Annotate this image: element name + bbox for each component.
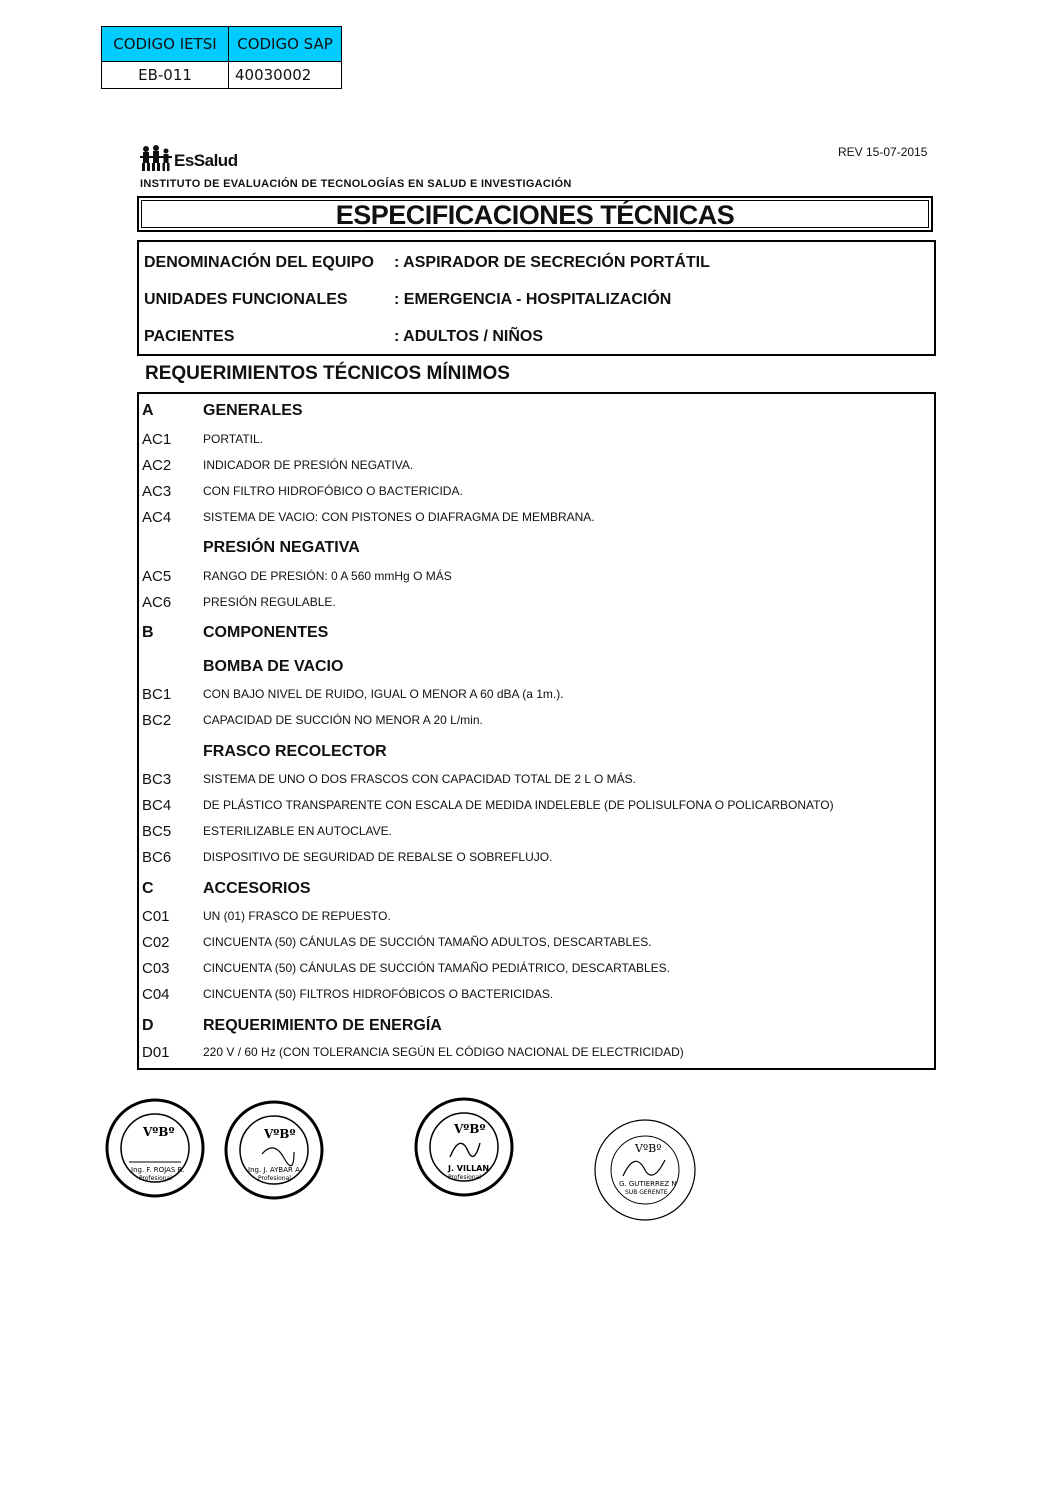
requirement-text: FRASCO RECOLECTOR [203, 743, 387, 760]
requirement-code: BC6 [142, 849, 172, 866]
logo-text: EsSalud [174, 151, 238, 170]
stamp-role: Profesional [258, 1175, 291, 1182]
requirement-code: BC4 [142, 797, 172, 814]
approval-stamp-2 [226, 1102, 322, 1198]
requirement-code: D01 [142, 1044, 170, 1061]
requirement-code: A [142, 402, 154, 419]
requirement-text: PRESIÓN NEGATIVA [203, 539, 360, 556]
requirement-code: C04 [142, 986, 170, 1003]
requirement-code: AC4 [142, 509, 172, 526]
requirement-text: CAPACIDAD DE SUCCIÓN NO MENOR A 20 L/min. [203, 713, 483, 727]
requirement-code: C02 [142, 934, 170, 951]
document-title: ESPECIFICACIONES TÉCNICAS [335, 200, 735, 230]
info-label: UNIDADES FUNCIONALES [144, 291, 348, 308]
stamp-name: Ing. F. ROJAS R. [131, 1166, 185, 1174]
requirement-text: SISTEMA DE UNO O DOS FRASCOS CON CAPACIDAD TOTAL DE 2 L O MÁS. [203, 772, 636, 786]
requirement-text: INDICADOR DE PRESIÓN NEGATIVA. [203, 458, 414, 472]
requirement-code: C03 [142, 960, 170, 977]
requirement-code: BC2 [142, 712, 172, 729]
requirement-text: ACCESORIOS [203, 880, 311, 897]
requirement-text: GENERALES [203, 402, 303, 419]
requirement-code: BC3 [142, 771, 172, 788]
stamp-heading: VºBº [264, 1127, 296, 1141]
stamp-role: SUB GERENTE [625, 1189, 668, 1196]
stamp-role: Profesional [448, 1174, 481, 1181]
requirement-text: DE PLÁSTICO TRANSPARENTE CON ESCALA DE MEDIDA INDELEBLE (DE POLISULFONA O POLICARBONATO) [203, 798, 834, 812]
requirement-code: AC3 [142, 483, 172, 500]
requirement-code: D [142, 1017, 154, 1034]
requirement-text: UN (01) FRASCO DE REPUESTO. [203, 909, 391, 923]
stamp-role: Profesional [139, 1175, 172, 1182]
ietsi-code-header: CODIGO IETSI [102, 27, 229, 62]
requirement-text: COMPONENTES [203, 624, 329, 641]
requirements-title: REQUERIMIENTOS TÉCNICOS MÍNIMOS [145, 363, 510, 384]
requirement-text: PORTATIL. [203, 432, 264, 446]
info-label: DENOMINACIÓN DEL EQUIPO [144, 254, 374, 271]
requirement-code: BC1 [142, 686, 172, 703]
requirement-text: DISPOSITIVO DE SEGURIDAD DE REBALSE O SOBREFLUJO. [203, 850, 553, 864]
requirement-text: PRESIÓN REGULABLE. [203, 595, 336, 609]
stamp-heading: VºBº [143, 1125, 175, 1139]
requirement-text: CINCUENTA (50) FILTROS HIDROFÓBICOS O BACTERICIDAS. [203, 987, 554, 1001]
requirement-text: REQUERIMIENTO DE ENERGÍA [203, 1017, 442, 1034]
requirement-text: SISTEMA DE VACIO: CON PISTONES O DIAFRAGMA DE MEMBRANA. [203, 510, 595, 524]
requirement-code: C01 [142, 908, 170, 925]
sap-code-value: 40030002 [229, 62, 342, 89]
ietsi-code-value: EB-011 [102, 62, 229, 89]
institute-name: INSTITUTO DE EVALUACIÓN DE TECNOLOGÍAS EN SALUD E INVESTIGACIÓN [140, 178, 572, 190]
requirement-code: B [142, 624, 154, 641]
requirement-text: BOMBA DE VACIO [203, 658, 344, 675]
info-label: PACIENTES [144, 328, 235, 345]
stamp-name: J. VILLAN [448, 1164, 490, 1173]
stamp-name: G. GUTIERREZ N [619, 1180, 677, 1188]
requirement-text: RANGO DE PRESIÓN: 0 A 560 mmHg O MÁS [203, 569, 452, 583]
info-value: : EMERGENCIA - HOSPITALIZACIÓN [394, 291, 672, 308]
approval-stamp-3 [416, 1099, 512, 1195]
approval-stamp-4 [595, 1120, 695, 1220]
requirement-code: AC5 [142, 568, 172, 585]
requirement-text: CON BAJO NIVEL DE RUIDO, IGUAL O MENOR A 60 dBA (a 1m.). [203, 687, 564, 701]
requirement-code: BC5 [142, 823, 172, 840]
requirement-text: CON FILTRO HIDROFÓBICO O BACTERICIDA. [203, 484, 463, 498]
requirement-code: AC2 [142, 457, 172, 474]
requirement-text: CINCUENTA (50) CÁNULAS DE SUCCIÓN TAMAÑO ADULTOS, DESCARTABLES. [203, 935, 652, 949]
approval-stamp-1 [107, 1100, 203, 1196]
revision-date: REV 15-07-2015 [838, 145, 928, 159]
stamp-name: Ing. J. AYBAR A. [248, 1166, 303, 1174]
sap-code-header: CODIGO SAP [229, 27, 342, 62]
requirement-text: ESTERILIZABLE EN AUTOCLAVE. [203, 824, 392, 838]
stamp-heading: VºBº [454, 1122, 486, 1136]
info-value: : ASPIRADOR DE SECRECIÓN PORTÁTIL [394, 254, 710, 271]
info-value: : ADULTOS / NIÑOS [394, 328, 544, 345]
requirement-code: AC1 [142, 431, 172, 448]
stamp-heading: VºBº [635, 1142, 662, 1155]
requirement-text: CINCUENTA (50) CÁNULAS DE SUCCIÓN TAMAÑO PEDIÁTRICO, DESCARTABLES. [203, 961, 670, 975]
requirement-code: AC6 [142, 594, 172, 611]
requirement-code: C [142, 880, 154, 897]
requirement-text: 220 V / 60 Hz (CON TOLERANCIA SEGÚN EL CÓDIGO NACIONAL DE ELECTRICIDAD) [203, 1045, 684, 1059]
